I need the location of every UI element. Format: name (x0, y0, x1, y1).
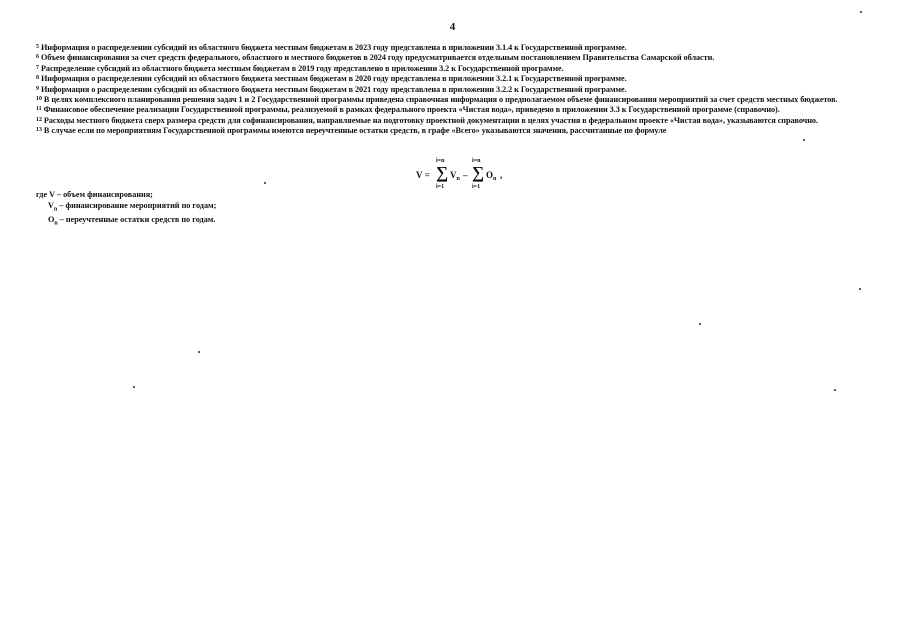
formula-legend (36, 190, 216, 229)
footnote-text: В целях комплексного планирования решения задач 1 и 2 Государственной программы приведена справочная информация о предполагаемом объеме финансирования мероприятий за счет средств местных бюджетов. (43, 95, 838, 105)
sum-icon: ∑ (436, 163, 449, 182)
scan-speck (803, 139, 805, 141)
formula-upper-limit-1: i=n (436, 158, 445, 164)
formula-term-v (450, 170, 460, 182)
scan-speck (198, 351, 200, 353)
legend-o-text: – переучтенные остатки средств по годам. (57, 214, 216, 224)
footnote-number: 7 (36, 64, 39, 71)
formula (416, 158, 516, 192)
footnote-12 (36, 116, 882, 126)
scan-speck (860, 11, 862, 13)
scan-speck (133, 386, 135, 388)
footnote-6 (36, 53, 882, 63)
formula-v-subscript: n (456, 176, 460, 182)
footnote-7 (36, 64, 882, 74)
footnote-text: Финансовое обеспечение реализации Государственной программы, реализуемой в рамках федерального проекта «Чистая вода», приведено в приложении 3.3 к Государственной программе (справочно). (43, 105, 780, 115)
footnote-number: 13 (36, 127, 42, 134)
formula-upper-limit-2: i=n (472, 158, 481, 164)
legend-intro: где V – объем финансирования; (36, 190, 153, 199)
formula-tail: , (500, 170, 503, 180)
footnote-text: Информация о распределении субсидий из областного бюджета местным бюджетам в 2020 году представлена в приложении 3.2.1 к Государственной программе. (40, 74, 627, 84)
footnote-text: Расходы местного бюджета сверх размера средств для софинансирования, направляемые на подготовку проектной документации в целях участия в федеральном проекте «Чистая вода», указываются справочно. (43, 115, 818, 125)
legend-o-symbol: O (48, 214, 55, 224)
footnote-number: 11 (36, 106, 42, 113)
footnote-text: Информация о распределении субсидий из областного бюджета местным бюджетам в 2021 году представлена в приложении 3.2.2 к Государственной программе. (40, 84, 627, 94)
footnote-number: 8 (36, 75, 39, 82)
footnote-10 (36, 95, 882, 105)
legend-v-text: – финансирование мероприятий по годам; (57, 200, 217, 210)
formula-lower-limit-1: i=1 (436, 184, 445, 190)
scan-speck (699, 323, 701, 325)
formula-term-o (486, 170, 496, 182)
footnote-number: 12 (36, 116, 42, 123)
scan-speck (834, 389, 836, 391)
formula-lower-limit-2: i=1 (472, 184, 481, 190)
footnote-13 (36, 126, 882, 136)
page-number: 4 (449, 21, 456, 33)
footnote-8 (36, 74, 882, 84)
footnote-text: В случае если по мероприятиям Государственной программы имеются переучтенные остатки средств, в графе «Всего» указываются значения, рассчитанные по формуле (43, 126, 667, 136)
formula-v-symbol: V (450, 170, 457, 180)
footnote-5 (36, 43, 882, 53)
footnote-number: 5 (36, 44, 39, 50)
formula-minus: – (463, 170, 468, 180)
footnote-11 (36, 105, 882, 115)
footnotes (36, 43, 882, 137)
footnote-9 (36, 85, 882, 95)
legend-v-subscript: n (53, 206, 58, 213)
footnote-text: Информация о распределении субсидий из областного бюджета местным бюджетам в 2023 году представлена в приложении 3.1.4 к Государственной программе. (40, 43, 627, 52)
footnote-number: 9 (36, 85, 39, 92)
footnote-number: 10 (36, 96, 42, 103)
legend-v (36, 201, 216, 215)
legend-o (36, 215, 216, 229)
formula-lhs: V = (416, 170, 430, 180)
scan-speck (264, 182, 266, 184)
footnote-text: Распределение субсидий из областного бюджета местным бюджетам в 2019 году представлено в приложении 3.2 к Государственной программе. (40, 63, 564, 73)
footnote-text: Объем финансирования за счет средств федерального, областного и местного бюджетов в 2024 году предусматривается отдельным постановлением Правительства Самарской области. (40, 53, 715, 63)
formula-o-subscript: n (493, 176, 497, 182)
legend-v-symbol: V (48, 200, 54, 210)
formula-o-symbol: O (486, 170, 494, 180)
scan-speck (859, 288, 861, 290)
footnote-number: 6 (36, 54, 39, 61)
legend-o-subscript: n (54, 220, 58, 227)
sum-icon: ∑ (472, 163, 485, 182)
